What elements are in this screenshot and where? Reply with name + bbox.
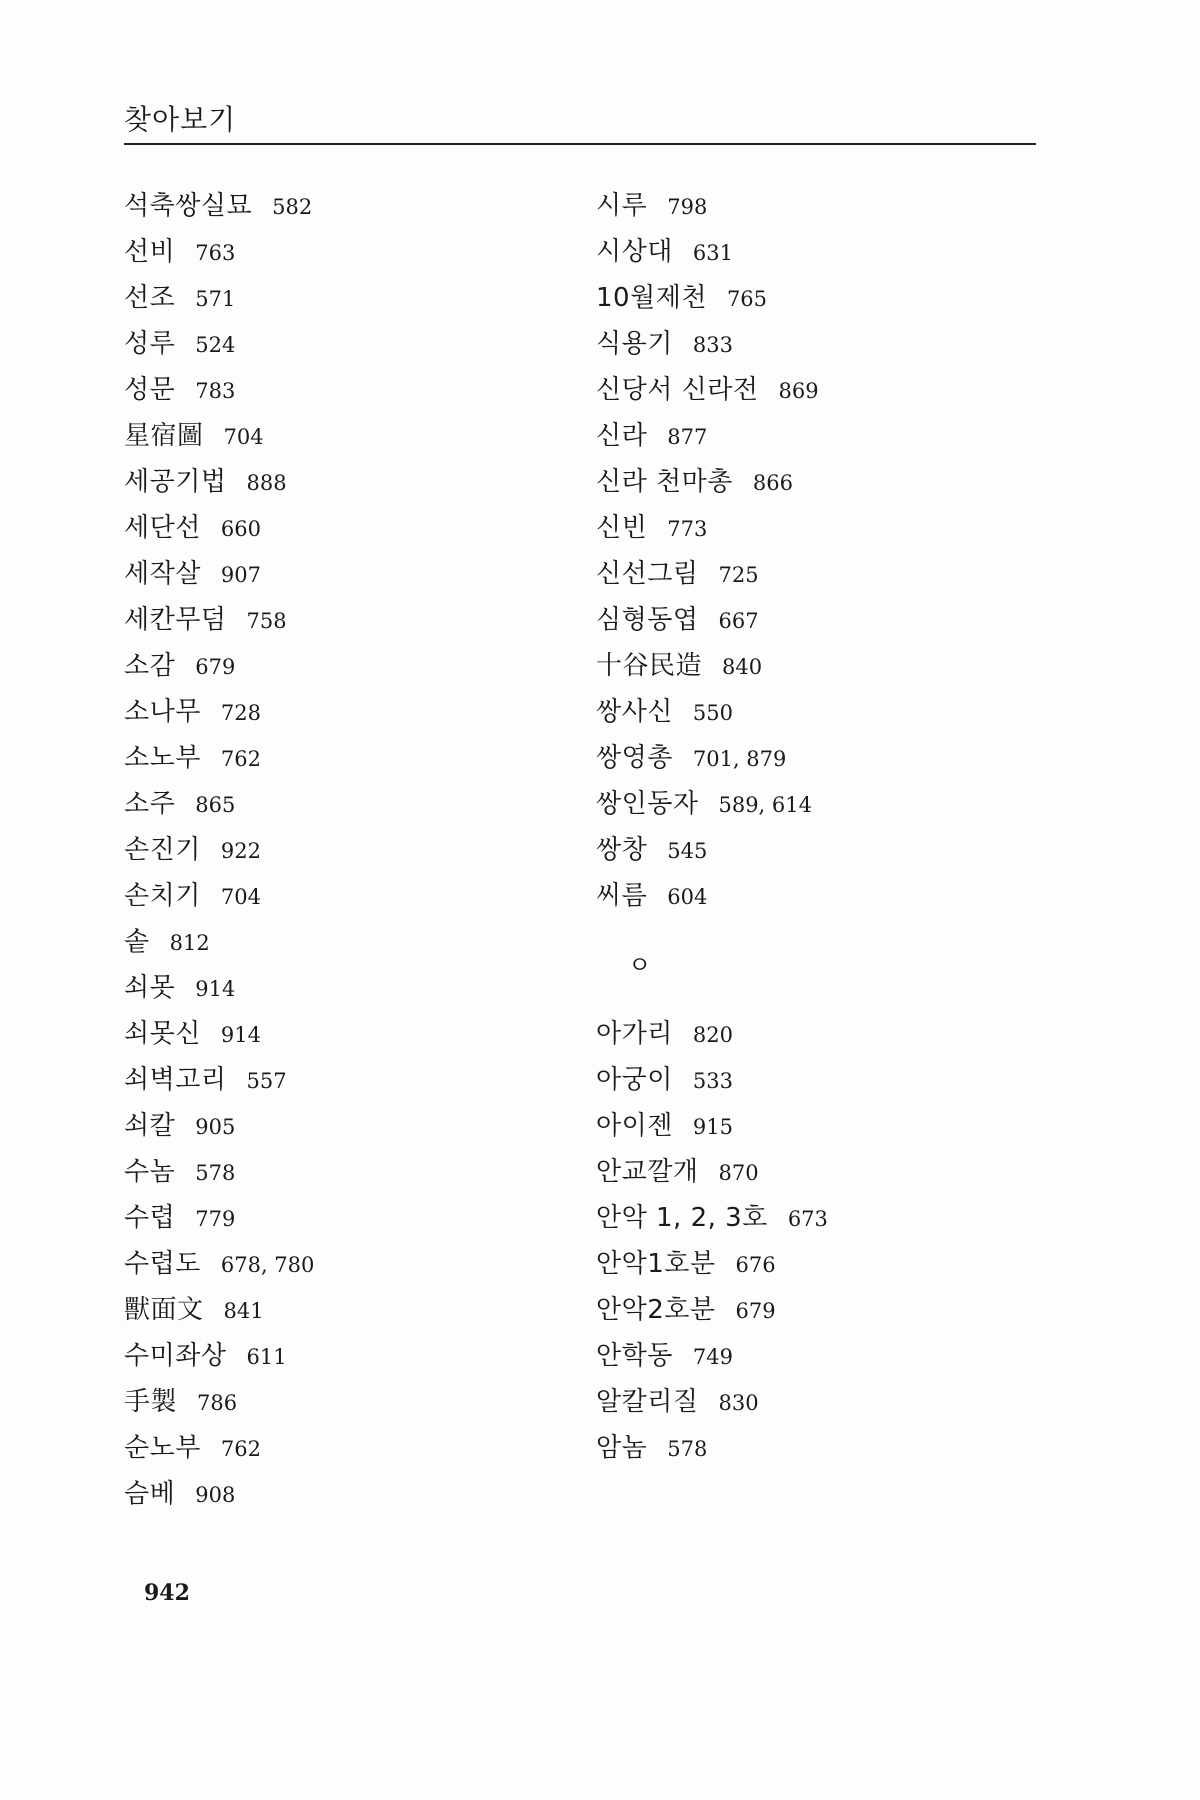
index-entry [124, 1195, 564, 1241]
page-reference: 922 [220, 839, 261, 863]
page-reference: 589, 614 [718, 793, 812, 817]
page-reference: 557 [246, 1069, 287, 1093]
page-reference: 679 [735, 1299, 776, 1323]
page-reference: 841 [223, 1299, 264, 1323]
page-reference: 783 [195, 379, 236, 403]
index-entry [124, 1241, 564, 1287]
index-entry [124, 275, 564, 321]
index-entry [596, 1333, 1066, 1379]
index-term: 아가리 [596, 1019, 673, 1049]
index-term: 안악1호분 [596, 1249, 716, 1279]
index-entry [596, 1379, 1066, 1425]
index-entry [124, 735, 564, 781]
page-reference: 905 [195, 1115, 236, 1139]
index-entry [596, 1241, 1066, 1287]
index-term: 성루 [124, 329, 176, 359]
page-reference: 578 [667, 1437, 708, 1461]
index-entry [124, 1287, 564, 1333]
index-term: 쇠벽고리 [124, 1065, 227, 1095]
index-entry [124, 321, 564, 367]
page-reference: 820 [692, 1023, 733, 1047]
index-term: 신라 천마총 [596, 467, 733, 497]
index-entry [596, 1057, 1066, 1103]
index-column-right [596, 183, 1066, 1471]
index-entry [596, 1103, 1066, 1149]
index-entry [596, 229, 1066, 275]
index-entry [596, 781, 1066, 827]
index-entry [124, 827, 564, 873]
index-entry [124, 229, 564, 275]
index-term: 쌍인동자 [596, 789, 699, 819]
index-term: 쇠칼 [124, 1111, 176, 1141]
index-entry [596, 735, 1066, 781]
index-entry [124, 505, 564, 551]
index-entry [124, 1471, 564, 1517]
index-entry [596, 183, 1066, 229]
page-reference: 704 [220, 885, 261, 909]
page-reference: 888 [246, 471, 287, 495]
page-reference: 582 [272, 195, 313, 219]
page-reference: 611 [246, 1345, 287, 1369]
page-reference: 908 [195, 1483, 236, 1507]
index-term: 성문 [124, 375, 176, 405]
index-entry [124, 1425, 564, 1471]
index-term: 순노부 [124, 1433, 201, 1463]
page-reference: 533 [692, 1069, 733, 1093]
index-term: 시루 [596, 191, 648, 221]
page-reference: 762 [220, 1437, 261, 1461]
index-entry [596, 367, 1066, 413]
index-entry [124, 597, 564, 643]
page-reference: 667 [718, 609, 759, 633]
page-reference: 550 [692, 701, 733, 725]
index-term: 암놈 [596, 1433, 648, 1463]
index-entry [124, 1379, 564, 1425]
page-reference: 660 [220, 517, 261, 541]
index-entry [596, 1195, 1066, 1241]
index-entry [124, 1149, 564, 1195]
index-term: 안학동 [596, 1341, 673, 1371]
index-entry [596, 1011, 1066, 1057]
page-reference: 678, 780 [220, 1253, 315, 1277]
index-term: 10월제천 [596, 283, 707, 313]
index-column-left [124, 183, 564, 1517]
page-reference: 914 [220, 1023, 261, 1047]
index-entry [596, 873, 1066, 919]
section-letter-heading: ㅇ [628, 951, 652, 979]
page-reference: 866 [752, 471, 793, 495]
index-entry [124, 873, 564, 919]
index-term: 슴베 [124, 1479, 176, 1509]
index-term: 안교깔개 [596, 1157, 699, 1187]
index-term: 소나무 [124, 697, 201, 727]
page-reference: 631 [692, 241, 733, 265]
index-entry [124, 551, 564, 597]
index-entry [124, 1333, 564, 1379]
page-reference: 840 [722, 655, 763, 679]
page-reference: 765 [726, 287, 768, 311]
page-reference: 749 [692, 1345, 733, 1369]
index-entry [124, 965, 564, 1011]
page-reference: 830 [718, 1391, 759, 1415]
page-reference: 679 [195, 655, 236, 679]
page-reference: 907 [220, 563, 261, 587]
index-term: 수렵 [124, 1203, 176, 1233]
page-reference: 812 [169, 931, 210, 955]
page-reference: 870 [718, 1161, 759, 1185]
index-term: 수렵도 [124, 1249, 201, 1279]
page-reference: 786 [197, 1391, 238, 1415]
page-reference: 758 [246, 609, 287, 633]
page-reference: 914 [195, 977, 236, 1001]
index-term: 심형동엽 [596, 605, 699, 635]
index-entry [124, 1103, 564, 1149]
index-entry [124, 1011, 564, 1057]
page-reference: 762 [220, 747, 261, 771]
index-term: 쇠못신 [124, 1019, 201, 1049]
page-reference: 728 [220, 701, 261, 725]
index-entry [596, 643, 1066, 689]
index-term: 아이젠 [596, 1111, 673, 1141]
index-term: 쇠못 [124, 973, 176, 1003]
index-term: 쌍사신 [596, 697, 673, 727]
page-reference: 571 [195, 287, 236, 311]
index-term: 獸面文 [124, 1295, 204, 1325]
header-rule [124, 143, 1036, 145]
running-head: 찾아보기 [124, 103, 237, 136]
index-term: 석축쌍실묘 [124, 191, 253, 221]
page-reference: 779 [195, 1207, 236, 1231]
index-entry [596, 597, 1066, 643]
page-reference: 877 [667, 425, 708, 449]
index-term: 소주 [124, 789, 176, 819]
index-entry [124, 367, 564, 413]
page-reference: 704 [223, 425, 264, 449]
index-term: 수놈 [124, 1157, 176, 1187]
page-reference: 604 [667, 885, 708, 909]
index-term: 식용기 [596, 329, 673, 359]
index-entry [596, 275, 1066, 321]
index-entry [596, 551, 1066, 597]
index-entry [124, 459, 564, 505]
page-reference: 701, 879 [692, 747, 787, 771]
index-term: 수미좌상 [124, 1341, 227, 1371]
index-term: 손치기 [124, 881, 201, 911]
page-reference: 833 [692, 333, 733, 357]
page-reference: 725 [718, 563, 759, 587]
index-entry [124, 1057, 564, 1103]
page-reference: 915 [692, 1115, 733, 1139]
index-entry [596, 1425, 1066, 1471]
index-term: 쌍창 [596, 835, 648, 865]
page-reference: 673 [787, 1207, 828, 1231]
index-entry [596, 459, 1066, 505]
index-term: 星宿圖 [124, 421, 204, 451]
page-reference: 763 [195, 241, 236, 265]
page-reference: 798 [667, 195, 708, 219]
index-term: 아궁이 [596, 1065, 673, 1095]
index-term: 세작살 [124, 559, 201, 589]
index-entry [124, 781, 564, 827]
index-term: 솥 [124, 927, 150, 957]
index-term: 세공기법 [124, 467, 227, 497]
page-reference: 869 [778, 379, 819, 403]
index-term: 세칸무덤 [124, 605, 227, 635]
index-term: 신빈 [596, 513, 648, 543]
index-entry [596, 1287, 1066, 1333]
index-term: 신당서 신라전 [596, 375, 759, 405]
index-entry [596, 1149, 1066, 1195]
index-entry [596, 505, 1066, 551]
index-entry [596, 689, 1066, 735]
index-term: 씨름 [596, 881, 648, 911]
index-entry [124, 919, 564, 965]
index-term: 手製 [124, 1387, 178, 1417]
index-term: 소감 [124, 651, 176, 681]
index-term: 안악 1, 2, 3호 [596, 1203, 768, 1233]
index-term: 쌍영총 [596, 743, 673, 773]
index-entry [124, 183, 564, 229]
index-entry [124, 413, 564, 459]
page-reference: 524 [195, 333, 236, 357]
index-entry [124, 689, 564, 735]
index-entry [596, 413, 1066, 459]
index-term: 시상대 [596, 237, 673, 267]
index-entry [124, 643, 564, 689]
index-entry [596, 321, 1066, 367]
page-reference: 545 [667, 839, 708, 863]
index-term: 신라 [596, 421, 648, 451]
index-term: 안악2호분 [596, 1295, 716, 1325]
index-term: 알칼리질 [596, 1387, 699, 1417]
index-term: 세단선 [124, 513, 201, 543]
index-term: 신선그림 [596, 559, 699, 589]
index-term: 소노부 [124, 743, 201, 773]
page-number: 942 [144, 1580, 190, 1606]
index-term: 선비 [124, 237, 176, 267]
index-term: 손진기 [124, 835, 201, 865]
index-term: 선조 [124, 283, 176, 313]
page-reference: 578 [195, 1161, 236, 1185]
index-term: 十谷民造 [596, 651, 703, 681]
page-reference: 865 [195, 793, 236, 817]
page-reference: 676 [735, 1253, 776, 1277]
index-entry [596, 827, 1066, 873]
page-reference: 773 [667, 517, 708, 541]
